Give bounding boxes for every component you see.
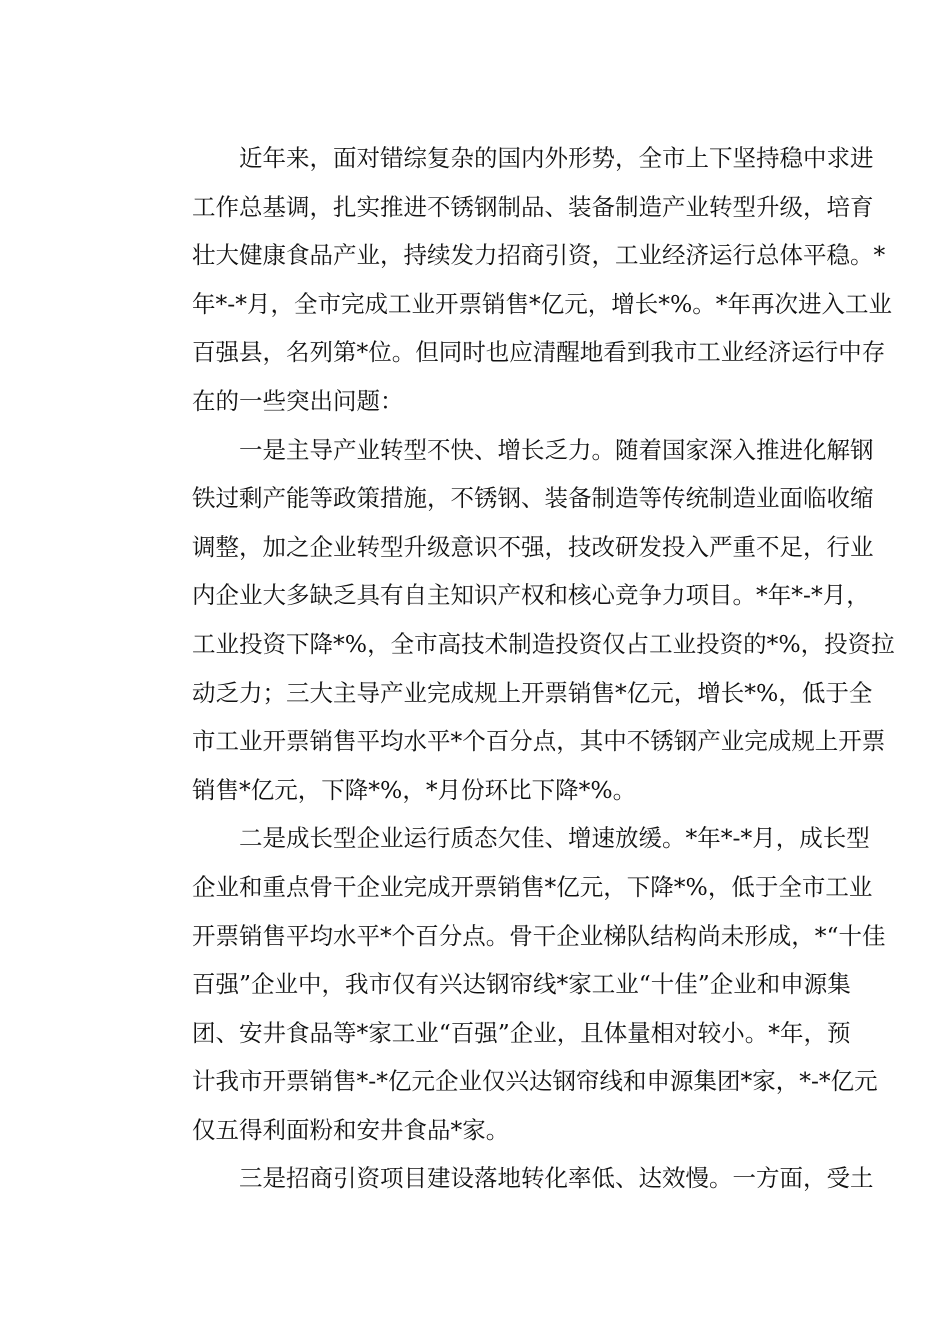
text-line: 三是招商引资项目建设落地转化率低、达效慢。一方面，受土	[239, 1164, 874, 1193]
text-line: 二是成长型企业运行质态欠佳、增速放缓。*年*-*月，成长型	[239, 824, 870, 853]
text-line: 百强县，名列第*位。但同时也应清醒地看到我市工业经济运行中存	[192, 338, 886, 367]
text-line: 市工业开票销售平均水平*个百分点，其中不锈钢产业完成规上开票	[192, 727, 886, 756]
paragraph-intro	[145, 134, 893, 426]
document-body	[145, 134, 895, 1203]
text-line: 壮大健康食品产业，持续发力招商引资，工业经济运行总体平稳。*	[192, 241, 886, 270]
text-line: 计我市开票销售*-*亿元企业仅兴达钢帘线和申源集团*家，*-*亿元	[192, 1067, 878, 1096]
text-line: 内企业大多缺乏具有自主知识产权和核心竞争力项目。*年*-*月，	[192, 581, 870, 610]
text-line: 工作总基调，扎实推进不锈钢制品、装备制造产业转型升级，培育	[192, 192, 874, 221]
text-line: 企业和重点骨干企业完成开票销售*亿元，下降*%，低于全市工业	[192, 872, 873, 901]
text-line: 工业投资下降*%，全市高技术制造投资仅占工业投资的*%，投资拉	[192, 629, 895, 658]
text-line: 销售*亿元，下降*%，*月份环比下降*%。	[192, 775, 637, 804]
paragraph-point-three	[145, 1154, 874, 1203]
text-line: 在的一些突出问题：	[192, 386, 404, 415]
paragraph-point-two	[145, 814, 886, 1154]
text-line: 开票销售平均水平*个百分点。骨干企业梯队结构尚未形成，*“十佳	[192, 921, 886, 950]
text-line: 铁过剩产能等政策措施，不锈钢、装备制造等传统制造业面临收缩	[192, 484, 874, 513]
text-line: 百强”企业中，我市仅有兴达钢帘线*家工业“十佳”企业和申源集	[192, 970, 851, 999]
text-line: 一是主导产业转型不快、增长乏力。随着国家深入推进化解钢	[239, 435, 874, 464]
text-line: 仅五得利面粉和安井食品*家。	[192, 1115, 510, 1144]
text-line: 动乏力；三大主导产业完成规上开票销售*亿元，增长*%，低于全	[192, 678, 873, 707]
text-line: 调整，加之企业转型升级意识不强，技改研发投入严重不足，行业	[192, 532, 874, 561]
paragraph-point-one	[145, 426, 895, 815]
text-line: 近年来，面对错综复杂的国内外形势，全市上下坚持稳中求进	[239, 144, 874, 172]
text-line: 团、安井食品等*家工业“百强”企业，且体量相对较小。*年，预	[192, 1018, 851, 1047]
text-line: 年*-*月，全市完成工业开票销售*亿元，增长*%。*年再次进入工业	[192, 289, 893, 318]
